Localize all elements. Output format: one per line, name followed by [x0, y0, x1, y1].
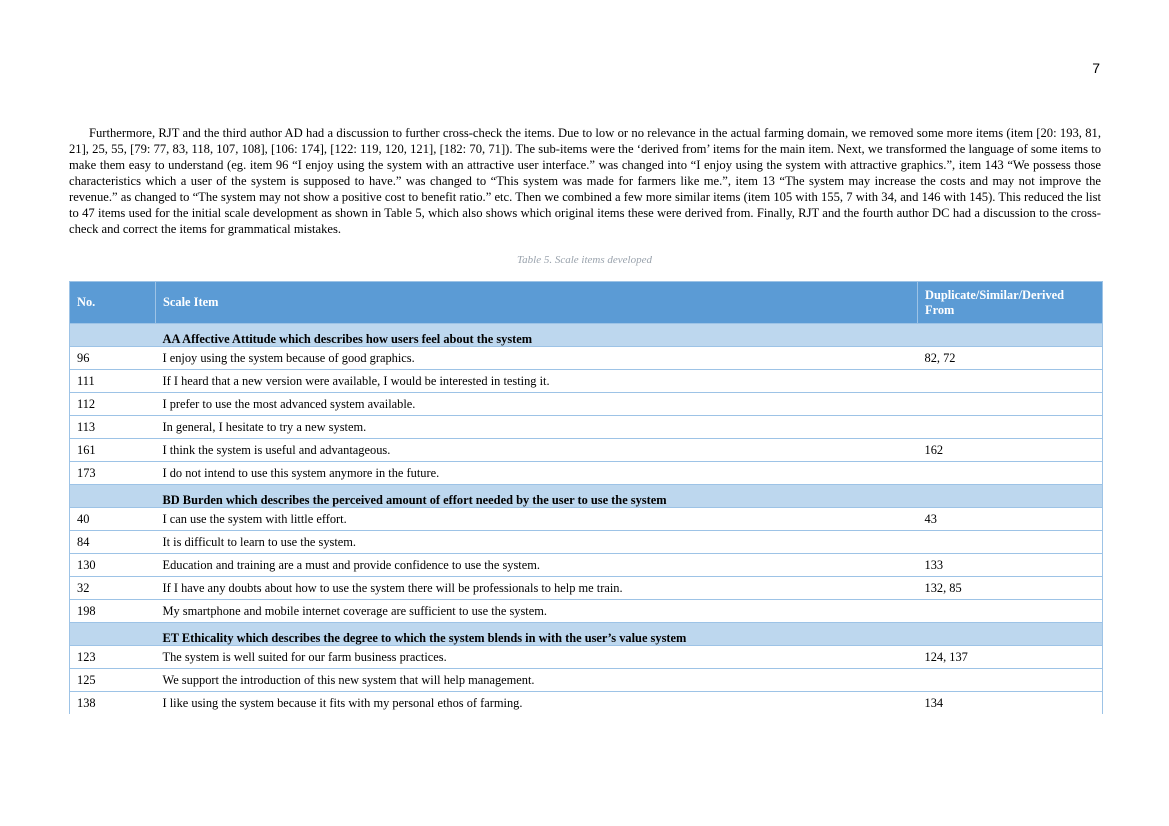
table-row — [70, 370, 1103, 393]
table-row — [70, 669, 1103, 692]
table-row — [70, 692, 1103, 715]
section-empty-cell — [70, 623, 156, 646]
header-derived-from: Duplicate/Similar/Derived From — [918, 282, 1103, 324]
header-scale-item: Scale Item — [156, 282, 918, 324]
item-number-cell: 111 — [70, 370, 156, 393]
item-number-cell: 173 — [70, 462, 156, 485]
derived-from-cell: 82, 72 — [918, 347, 1103, 370]
scale-item-cell: It is difficult to learn to use the system. — [156, 531, 918, 554]
page-number: 7 — [1092, 60, 1100, 76]
scale-item-cell: If I have any doubts about how to use the system there will be professionals to help me train. — [156, 577, 918, 600]
section-header-row — [70, 623, 1103, 646]
table-row — [70, 531, 1103, 554]
section-title: ET Ethicality which describes the degree to which the system blends in with the user’s value system — [156, 623, 918, 646]
item-number-cell: 161 — [70, 439, 156, 462]
item-number-cell: 113 — [70, 416, 156, 439]
derived-from-cell: 43 — [918, 508, 1103, 531]
item-number-cell: 32 — [70, 577, 156, 600]
item-number-cell: 123 — [70, 646, 156, 669]
scale-item-cell: If I heard that a new version were available, I would be interested in testing it. — [156, 370, 918, 393]
derived-from-cell: 132, 85 — [918, 577, 1103, 600]
scale-item-cell: I can use the system with little effort. — [156, 508, 918, 531]
item-number-cell: 112 — [70, 393, 156, 416]
item-number-cell: 40 — [70, 508, 156, 531]
scale-item-cell: I prefer to use the most advanced system available. — [156, 393, 918, 416]
item-number-cell: 130 — [70, 554, 156, 577]
table-row — [70, 577, 1103, 600]
table-row — [70, 439, 1103, 462]
derived-from-cell — [918, 600, 1103, 623]
derived-from-cell: 162 — [918, 439, 1103, 462]
item-number-cell: 96 — [70, 347, 156, 370]
item-number-cell: 198 — [70, 600, 156, 623]
scale-item-cell: My smartphone and mobile internet coverage are sufficient to use the system. — [156, 600, 918, 623]
table-header-row — [70, 282, 1103, 324]
section-title: AA Affective Attitude which describes how users feel about the system — [156, 324, 918, 347]
table-row — [70, 347, 1103, 370]
derived-from-cell — [918, 462, 1103, 485]
derived-from-cell — [918, 669, 1103, 692]
scale-item-cell: Education and training are a must and provide confidence to use the system. — [156, 554, 918, 577]
table-row — [70, 508, 1103, 531]
table-row — [70, 554, 1103, 577]
table-caption: Table 5. Scale items developed — [517, 254, 652, 266]
table-row — [70, 646, 1103, 669]
table-row — [70, 600, 1103, 623]
section-empty-cell — [70, 324, 156, 347]
item-number-cell: 125 — [70, 669, 156, 692]
derived-from-cell: 133 — [918, 554, 1103, 577]
table-row — [70, 393, 1103, 416]
scale-item-cell: I enjoy using the system because of good graphics. — [156, 347, 918, 370]
section-empty-cell — [918, 485, 1103, 508]
header-no: No. — [70, 282, 156, 324]
body-paragraph: Furthermore, RJT and the third author AD had a discussion to further cross-check the items. Due to low or no relevance in the actual farming domain, we removed some more items (item [20: 193, 81, 21], 25, 55, [79: 77, 83, 118, 107, 108], [106: 174], [122: 119, 120, 121], [182: 70, 71]). The sub-items were the ‘derived from’ items for the main item. Next, we transformed the language of some items to make them easy to understand (eg. item 96 “I enjoy using the system with an attractive user interface.” was changed into “I enjoy using the system with attractive graphics.”, item 143 “We possess those characteristics which a user of the system is supposed to have.” was changed to “This system was made for farmers like me.”, item 13 “The system may increase the costs and may not improve the revenue.” as changed to “The system may not show a positive cost to benefit ratio.” etc. Then we combined a few more similar items (item 105 with 155, 7 with 34, and 146 with 145). This reduced the list to 47 items used for the initial scale development as shown in Table 5, which also shows which original items these were derived from. Finally, RJT and the fourth author DC had a discussion to the cross-check and correct the items for grammatical mistakes. — [69, 126, 1101, 236]
section-title: BD Burden which describes the perceived amount of effort needed by the user to use the system — [156, 485, 918, 508]
scale-item-cell: I do not intend to use this system anymore in the future. — [156, 462, 918, 485]
derived-from-cell: 124, 137 — [918, 646, 1103, 669]
section-empty-cell — [918, 623, 1103, 646]
table-row — [70, 462, 1103, 485]
section-empty-cell — [70, 485, 156, 508]
scale-item-cell: We support the introduction of this new system that will help management. — [156, 669, 918, 692]
table-body — [70, 324, 1103, 715]
item-number-cell: 138 — [70, 692, 156, 715]
scale-item-cell: In general, I hesitate to try a new system. — [156, 416, 918, 439]
item-number-cell: 84 — [70, 531, 156, 554]
derived-from-cell: 134 — [918, 692, 1103, 715]
section-empty-cell — [918, 324, 1103, 347]
section-header-row — [70, 485, 1103, 508]
derived-from-cell — [918, 531, 1103, 554]
scale-item-cell: I think the system is useful and advantageous. — [156, 439, 918, 462]
derived-from-cell — [918, 416, 1103, 439]
scale-item-cell: The system is well suited for our farm business practices. — [156, 646, 918, 669]
derived-from-cell — [918, 370, 1103, 393]
derived-from-cell — [918, 393, 1103, 416]
scale-item-cell: I like using the system because it fits with my personal ethos of farming. — [156, 692, 918, 715]
section-header-row — [70, 324, 1103, 347]
scale-items-table — [69, 281, 1103, 714]
table-row — [70, 416, 1103, 439]
